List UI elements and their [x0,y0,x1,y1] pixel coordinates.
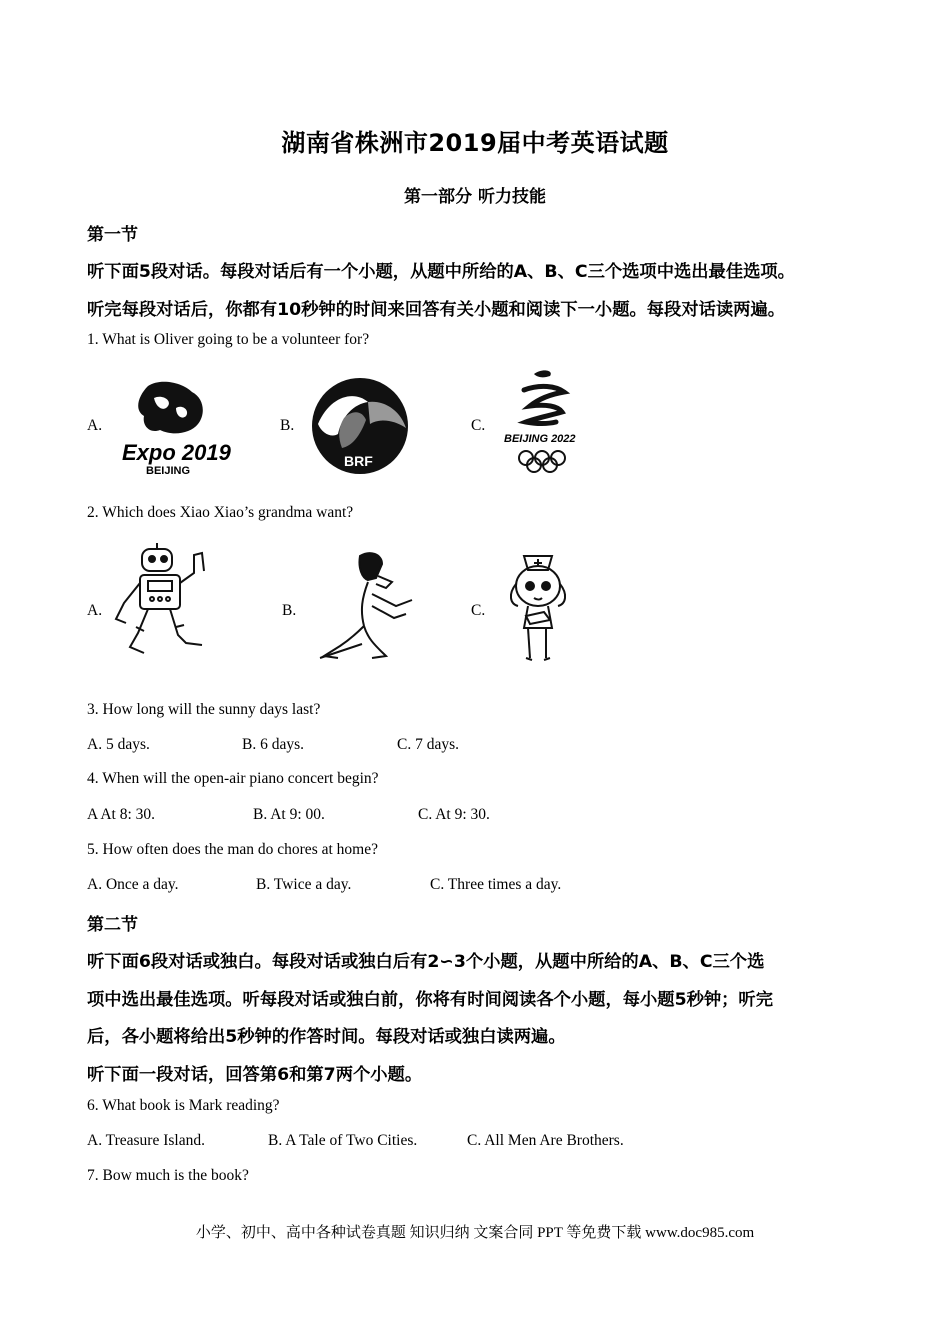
option-label: C. [471,602,486,619]
option-c: C. 7 days. [397,736,459,753]
question-text: 7. Bow much is the book? [87,1167,249,1184]
question-text: 3. How long will the sunny days last? [87,701,321,718]
part-heading: 第一部分 听力技能 [404,187,546,207]
section-heading: 第一节 [87,225,138,245]
option-a: A. Once a day. [87,876,179,893]
option-label: B. [280,417,295,434]
robot-icon [108,543,212,663]
option-label: A. [87,417,103,434]
option-label: B. [282,602,297,619]
question-text: 5. How often does the man do chores at home? [87,841,378,858]
nurse-icon [500,546,576,666]
instructions: 听完每段对话后，你都有10秒钟的时间来回答有关小题和阅读下一小题。每段对话读两遍。 [87,300,786,320]
logo-text: BRF [344,453,373,469]
brf-logo-icon [308,376,412,476]
page-title: 湖南省株洲市2019届中考英语试题 [281,129,669,157]
option-label: C. [471,417,486,434]
option-b: B. 6 days. [242,736,304,753]
option-b: B. At 9: 00. [253,806,325,823]
logo-text: BEIJING 2022 [504,433,576,445]
expo-logo-icon [120,378,230,478]
option-a: A. Treasure Island. [87,1132,205,1149]
logo-text: Expo 2019 [122,440,231,465]
question-text: 2. Which does Xiao Xiao’s grandma want? [87,504,354,521]
dog-icon [316,548,412,664]
instructions: 后，各小题将给出5秒钟的作答时间。每段对话或独白读两遍。 [87,1027,566,1047]
option-a: A At 8: 30. [87,806,156,823]
instructions: 听下面一段对话，回答第6和第7两个小题。 [87,1065,423,1085]
instructions: 项中选出最佳选项。听每段对话或独白前，你将有时间阅读各个小题，每小题5秒钟；听完 [87,990,773,1010]
question-text: 4. When will the open-air piano concert begin? [87,770,379,787]
option-c: C. Three times a day. [430,876,562,893]
instructions: 听下面5段对话。每段对话后有一个小题，从题中所给的A、B、C三个选项中选出最佳选项。 [87,262,795,282]
footer-text: 小学、初中、高中各种试卷真题 知识归纳 文案合同 PPT 等免费下载 www.doc985.com [195,1225,755,1241]
option-a: A. 5 days. [87,736,150,753]
option-b: B. Twice a day. [256,876,352,893]
option-c: C. All Men Are Brothers. [467,1132,624,1149]
question-text: 6. What book is Mark reading? [87,1097,280,1114]
question-text: 1. What is Oliver going to be a volunteer for? [87,331,370,348]
section-heading: 第二节 [87,915,138,935]
beijing-2022-logo-icon [500,366,596,478]
option-label: A. [87,602,103,619]
option-c: C. At 9: 30. [418,806,490,823]
instructions: 听下面6段对话或独白。每段对话或独白后有2∽3个小题，从题中所给的A、B、C三个选 [87,952,765,972]
option-b: B. A Tale of Two Cities. [268,1132,418,1149]
logo-text: BEIJING [146,465,191,477]
